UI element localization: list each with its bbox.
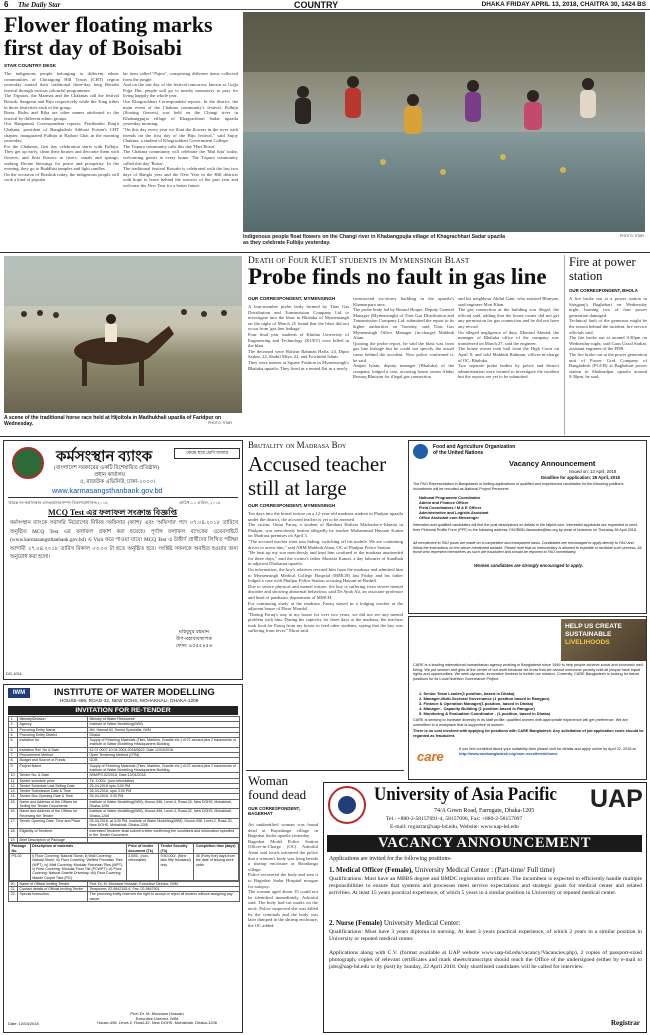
iwm-address: HOUSE-496, ROAD-32, NEW DOHS, MOHAKHALI, DHAKA-1206 bbox=[60, 698, 199, 703]
uap-position-1-qual: Qualifications: Must have an MBBS degree and BMDC registration certificate. The incumbent is expected to efficiently handle multiple responsibilities to ensure that systems and processes meet service expectations and strategic goals for medical center and related activities. At least 15 years practical experience, of which 5 years in a similar position in University or reputed medical center. bbox=[329, 876, 642, 896]
table-row bbox=[9, 799, 240, 809]
table-cell: 9. bbox=[9, 763, 18, 773]
woman-headline: Woman found dead bbox=[248, 773, 307, 802]
bank-logo bbox=[12, 447, 44, 479]
divider bbox=[246, 770, 404, 771]
page-header bbox=[0, 0, 650, 10]
care-banner-text: HELP US CREATE SUSTAINABLE LIVELIHOODS bbox=[565, 623, 622, 646]
uap-signatory: Registrar bbox=[610, 1019, 640, 1027]
uap-email: E-mail: registrar@uap-bd.edu, Website: www.uap-bd.edu bbox=[390, 824, 519, 830]
lead-photo-caption: Indigenous people float flowers on the Changi river in Khabangpujia village of Khagrachhari Sadar upazila as they celebrate Fulbiju yesterday. bbox=[243, 234, 506, 247]
package-body-cell: i) Floor Covering: Natural Stone, ii) Wall Covering: Natural Stone, iii) Floor Covering: Vitrified Porcelain Tiles (WPT), iv) Wall Covering: Modular Porcelain Tiles (WPT), v) Floor Covering: Modular Floor Tile (FCWPT), vi) Floor Covering: Natural Granite Driveway, viii) Floor Covering: Marble Carpet Tiles (PG) bbox=[30, 854, 126, 881]
package-header-cell: Description of materials bbox=[30, 844, 126, 854]
divider bbox=[8, 497, 238, 498]
package-row bbox=[9, 843, 240, 881]
iwm-name: INSTITUTE OF WATER MODELLING bbox=[54, 687, 215, 698]
table-cell: Tender schedule price bbox=[18, 778, 88, 783]
fao-org: Food and Agriculture Organization of the United Nations bbox=[433, 444, 516, 456]
care-banner bbox=[561, 619, 646, 661]
package-header-cell: Package No. bbox=[10, 844, 31, 854]
package-table bbox=[9, 843, 239, 880]
care-logo: care bbox=[417, 749, 444, 764]
horse-race-caption: A scene of the traditional horse race held at Hijoltola in Madhukhali upazila of Faridpur on Wednesday. bbox=[4, 415, 222, 428]
table-cell: Md. Hasnat Ali, Senior Specialist, IWM bbox=[88, 727, 240, 732]
package-body-row bbox=[10, 854, 239, 881]
table-cell: IWM/PS-02/2018, Date:12/04/2018 bbox=[88, 773, 240, 778]
table-cell: 15. bbox=[9, 799, 18, 809]
lead-headline: Flower floating marks first day of Boisabi bbox=[4, 12, 213, 60]
care-fee: There is no cost involved with applying for positions with CARE Bangladesh. Any solicitation of job application costs should be regarded as fraudulent. bbox=[413, 729, 644, 738]
iwm-logo: IWM bbox=[8, 688, 30, 698]
table-cell: Invitation for bbox=[18, 738, 88, 748]
care-intro: CARE is a leading international humanitarian agency working in Bangladesh since 1949 to help people achieve social and economic well-being. We put women and girls at the centre of our work because we know that we cannot overcome poverty until all people have equal rights and opportunities. We seek dynamic, innovative thinkers to further our mission. Currently, CARE Bangladesh is looking for below positions for its Local Nutrition Governance Project. bbox=[413, 663, 644, 681]
table-cell: Budget and Source of Funds bbox=[18, 758, 88, 763]
table-cell: 26-04-2018, upto 3:00 PM bbox=[88, 789, 240, 794]
uap-intro: Applications are invited for the following positions- bbox=[329, 856, 452, 862]
package-header-cell: Completion time (days) bbox=[194, 844, 239, 854]
care-link[interactable]: http://www.carebangladesh.org/care-recruitment/home bbox=[459, 751, 558, 756]
table-cell: 13. bbox=[10, 789, 16, 794]
table-cell: 22. bbox=[9, 892, 18, 902]
table-cell: 16. bbox=[9, 809, 18, 819]
uap-position-1: 1. Medical Officer (Female), University Medical Center : (Part-time/ Full time) bbox=[329, 866, 555, 874]
uap-logo-inner bbox=[338, 796, 356, 814]
table-cell: Tender No. & Date bbox=[18, 773, 88, 778]
table-cell: 18. bbox=[9, 828, 18, 838]
table-cell: Supply of Finishing Materials (Tiles, Marbles, Granite etc.) of 07-storied plus 2 basements of Institute of Water Modelling Headquarters Building bbox=[88, 763, 240, 773]
care-vacancy-ad bbox=[408, 616, 647, 780]
ad-code: DG-1011 bbox=[6, 671, 22, 676]
fire-body: A fire broke out at a power station in Sirajganj's Baghabari on Wednesday night, burning two of four power generation damaged. Technical fault of the generator might be the reason behind the incident, fire service officials said. The fire broke out at around 9:30pm on Wednesday night, said Gaus Uzzal Sarkar, assistant engineer of the PDB. The fire broke out at the power generation unit of Power Grid Company of Bangladesh (PGCB) at Baghabari power station in Shahzadpur upazila around 9:30pm, he said. bbox=[569, 296, 647, 380]
lead-column-2: lar item called "Pajon", comprising different items collected from the jungle. And on the last day of the festival tomorrow, known as Gojja Pojja Din, people will go to nearby monastery to pray for living happily the whole year. Our Khagrachhari Correspondent reports: In the district, the main event of the Chakma community's festival, Fulbiju (floating flowers) was held on the Changi river in Khabangpujia village of Khagrachhari Sadar upazila yesterday morning. "On this day every year we float the flowers in the river with friends on the first day of the Biju festival," said Sujoy Chakma, a student of Khagrachhari Government College. The Tripura community calls this day 'Hari Boisu'. The Chakma community will celebrate the 'Mul biju' today, welcoming guests to every home. The Tripura community called this day 'Boisu'. The traditional festival Boisabi is celebrated with the last two days of Bangla year and the New Year in the Hill districts with hope to leave behind the sorrows of the past year and welcome the New Year for a better future. bbox=[123, 71, 238, 188]
table-cell: Institute of Water Modelling(IWM) bbox=[88, 722, 240, 727]
table-cell: 17. bbox=[9, 818, 18, 828]
table-cell: Tk. 3,000/- (non-refundable) bbox=[88, 778, 240, 783]
table-cell: The procuring entity reserves the right to accept or reject all tenders without assigning any cause. bbox=[88, 892, 240, 902]
bank-website[interactable]: www.karmasangsthanbank.gov.bd bbox=[52, 486, 163, 495]
table-cell: 14. bbox=[10, 794, 16, 799]
fao-title: Vacancy Announcement bbox=[509, 459, 596, 468]
table-cell: Procuring Entity Name bbox=[18, 727, 88, 732]
fao-deadline: Deadline for application: 26 April, 2018 bbox=[541, 475, 620, 480]
fao-issued: Issued on: 13 April, 2018 bbox=[569, 469, 617, 474]
table-cell: Ministry/Division bbox=[18, 717, 88, 722]
iwm-signatory: Prof. Dr. M. Monowar Hossain Executive Director, IWM House-496, Level-2, Road-32, New DOHS, Mohakhali, Dhaka-1206 bbox=[97, 1011, 217, 1026]
uap-position-2: 2. Nurse (Female) University Medical Center: bbox=[329, 919, 461, 927]
page-number: 6 bbox=[4, 0, 9, 9]
iwm-table bbox=[8, 716, 240, 902]
table-cell: Name and Address of the Offices for Selling the Tender Documents bbox=[18, 799, 88, 809]
table-cell: 2. bbox=[9, 722, 18, 727]
fire-byline: OUR CORRESPONDENT, BHOLA bbox=[569, 288, 638, 293]
bank-subtitle: (বাংলাদেশ সরকারের একটি বিশেষায়িত প্রতিষ্ঠান) bbox=[54, 465, 160, 471]
uap-name: University of Asia Pacific bbox=[374, 785, 557, 805]
package-body-cell: 45 (Forty five) days from the date of issuing work order bbox=[194, 854, 239, 881]
table-cell: GOB bbox=[88, 758, 240, 763]
table-cell: 6. bbox=[9, 747, 18, 752]
table-cell: Institute of Water Modelling(IWM), House-496, Level-4, Road-32, New DOHS, Mohakhali, Dhaka-1206 bbox=[88, 799, 240, 809]
table-cell: Agency bbox=[18, 722, 88, 727]
table-cell: 11. bbox=[9, 778, 18, 783]
horse-race-credit: PHOTO: STAR bbox=[208, 421, 233, 425]
lead-photo bbox=[243, 12, 645, 232]
table-cell: 21. bbox=[10, 887, 16, 892]
table-cell: 42.07.0007.10.04.2004.2018/0622; Date 12/04/2018 bbox=[88, 747, 240, 752]
care-closing: If you feel confident about your suitability then please visit for details and apply online by April 22, 2018 at http://www.carebangladesh.org/care-recruitment/home bbox=[459, 747, 644, 756]
divider bbox=[564, 255, 565, 435]
fao-intro: The FAO Representation in Bangladesh is inviting applications of qualified and experienced candidates for the following positions. Incumbents will be recruited as National Project Personnel: bbox=[413, 482, 625, 491]
bank-reference: স্মারক নং-কর্মসংস্থান ব্যাংক/মানবসম্পদ বিভাগ/প্রশাসন/২০১৮ bbox=[8, 500, 109, 505]
table-cell: Tender Box Opening Date & Time bbox=[18, 794, 88, 799]
iwm-date: Date: 12/04/2018 bbox=[8, 1021, 39, 1026]
bank-signatory: মাহবুবুর রহমান উপ-মহাব্যবস্থাপক ফোন: ৯৫৫৫৪৫৬ bbox=[175, 629, 213, 649]
table-cell: Institute of Water Modelling(IWM), House-496, Level-4, Road-32, New DOHS, Mohakhali, Dhaka-1206 bbox=[88, 809, 240, 819]
package-body-cell: 3,000/- (non-refundable) bbox=[126, 854, 158, 881]
care-equal: CARE is seeking to increase diversity in its staff profile; qualified women with appropriate experience will get preference. We are committed to a workplace that is supportive of women. bbox=[413, 718, 628, 727]
table-cell: Prof. Dr. M. Monowar Hossain, Executive Director, IWM bbox=[88, 881, 240, 886]
table-cell: 4. bbox=[9, 732, 18, 737]
package-cell bbox=[9, 843, 240, 881]
kuet-headline: Probe finds no fault in gas line bbox=[248, 264, 547, 289]
fao-women: Women candidates are strongly encouraged to apply. bbox=[473, 563, 584, 568]
kuet-byline: OUR CORRESPONDENT, MYMENSINGH bbox=[248, 296, 336, 301]
kuet-column-3: and his neighbour Abdul Gani, who assisted Bhuiyan, said engineer Mon Khan. The gas connection at the building was illegal, the official said, adding that the house owner did not get any permission for gas connection and he did not have any record. On alleged negligence of duty, Monirul Ahmed, the manager of Bhaluka office of the company was transferred on March 27, said the engineer. The house owner took bail from the High Court on April 8, and told Mahbub Rahman, officer-in-charge of OC, Bhaluka. Two separate probe bodies by police and district administration were formed to investigate the incident but the reports are yet to be submitted. bbox=[458, 296, 559, 380]
table-row bbox=[9, 763, 240, 773]
iwm-table-wrap bbox=[8, 716, 240, 1016]
iwm-tender-ad bbox=[3, 684, 243, 1033]
table-cell: Procurement Method bbox=[18, 753, 88, 758]
package-header-cell: Price of tender document (Tk) bbox=[126, 844, 158, 854]
table-cell: 10. bbox=[10, 773, 16, 778]
table-cell: 3. bbox=[9, 727, 18, 732]
uap-vacancy-ad bbox=[323, 782, 647, 1033]
madrasa-byline: OUR CORRESPONDENT, MYMENSINGH bbox=[248, 503, 336, 508]
fire-headline: Fire at power station bbox=[569, 255, 636, 283]
horse-race-photo bbox=[4, 256, 242, 413]
package-header bbox=[10, 844, 239, 854]
uap-tel: Tel.: +880-2-58157091-4, 58157096, Fax: +880-2-58157097 bbox=[386, 816, 523, 822]
table-cell: 12. bbox=[10, 783, 16, 788]
kuet-column-1: A four-member probe body formed by Titas Gas Distribution and Transmission Company Ltd to investigate into the blast in Bhaluka of Mymensingh on the night of March 25 found that the blast did not occur from 'gas line leakage'. Four final year students of Khulna University of Engineering and Technology (KUET) were killed in the blast. The deceased were Hafizur Rahman Hafiz, 24, Dipto Sarkar, 22, Shakil Miya, 22, and Fowhidul Islam. They were interns at Square Fashion in Mymensingh's Bhaluka upazila. They lived in a rented flat in a newly bbox=[248, 304, 349, 371]
package-body-cell: PS-02 bbox=[10, 854, 31, 881]
table-cell: Invitation Ref. No & Date bbox=[18, 747, 88, 752]
fao-details: Interested and qualified candidates will find the post descriptions on details in the fafpbd.com. Interested applicants are requested to send their Personal Profile Form (PPF) to the following address: FAORBD-Vacancies@fao.org by close of business on Thursday 26 April 2018. bbox=[413, 523, 638, 532]
table-cell: 20. bbox=[10, 881, 16, 886]
table-cell: Supply of Finishing Materials (Tiles, Marbles, Granite etc.) of 07-storied plus 2 basements of Institute of Water Modelling Headquarters Building bbox=[88, 738, 240, 748]
care-positions: 1. Senior Team Leader(1 position, based in Dhaka) 2. Manager-Multi-Sectoral Governance (1 position based in Rangpur) 3. Finance & Operation Manager(1 position, based in Dhaka) 4. Manager - Capacity Building (1 position based in Rangpur) 5. Monitoring & Evaluation Coordinator - (1 position, based in Dhaka) bbox=[419, 691, 551, 717]
table-row bbox=[9, 809, 240, 819]
table-cell: Tender Schedule Last Selling Date bbox=[18, 783, 88, 788]
table-row bbox=[9, 738, 240, 748]
table-cell: 26-04-2018, at 3:30 PM, Institute of Water Modelling(IWM), House-496, Level-2, Road-32, New DOHS, Mohakhali, Dhaka-1206 bbox=[88, 818, 240, 828]
masthead: The Daily Star bbox=[18, 1, 61, 9]
package-header-cell: Tender Security (Tk) bbox=[159, 844, 194, 854]
table-cell: Project Name bbox=[18, 763, 88, 773]
karmasangsthan-ad bbox=[3, 440, 243, 680]
fao-logo bbox=[413, 444, 428, 459]
table-cell: Tender Opening Date, Time and Place bbox=[18, 818, 88, 828]
uap-logo bbox=[328, 786, 366, 824]
bank-address: ৫, রাজউক এভিনিউ, ঢাকা-১০০০। bbox=[80, 479, 156, 485]
uap-title: VACANCY ANNOUNCEMENT bbox=[327, 835, 642, 852]
fao-vacancy-ad bbox=[408, 440, 647, 614]
table-cell: Eligibility of Tenderer bbox=[18, 828, 88, 838]
dateline: DHAKA FRIDAY APRIL 13, 2018, CHAITRA 30, 1424 BS bbox=[481, 1, 646, 8]
woman-byline: OUR CORRESPONDENT, BAGERHAT bbox=[248, 806, 300, 816]
table-cell: 19. bbox=[10, 838, 16, 843]
uap-abbr: UAP bbox=[590, 785, 643, 813]
madrasa-kicker: Brutality on Madrasa Boy bbox=[248, 440, 347, 450]
table-cell: Name of Official Inviting Tender bbox=[18, 881, 88, 886]
table-cell: Telephone: 02-9842105-6, Fax: 02-9847901 bbox=[88, 887, 240, 892]
woman-body: An unidentified woman was found dead at Bayadanga village in Bagerhat Sadar upazila yesterday. Bagerhat Model Police Station Officer-in-Charge (OC) Ashraful Alam said locals informed the police that a woman's body was lying beside a shrimp enclosure at Boradanga village. Police recovered the body and sent it to Bagerhat Sadar Hospital morgue for autopsy. The woman aged about 35 could not be identified immediately, Ashraful said. The body had cut marks on the neck. Police suspected she was killed by the criminals and the body was later dumped in the shrimp enclosure, the OC added. bbox=[248, 822, 318, 928]
fao-note: All recruitment to FAO posts are made on a competitive and transparent basis. Candidates are encouraged to apply directly to FAO and follow the instructions on the above mentioned website. Please note that no intermediary is allowed to expedite or facilitate such process. All those who represent themselves as such are fraudulent and should be reported to FAO immediately. bbox=[413, 541, 642, 554]
table-cell: Contact details of Official Inviting Tender bbox=[18, 887, 88, 892]
table-row bbox=[9, 828, 240, 838]
table-cell: Special Instruction bbox=[18, 892, 88, 902]
kuet-column-2: constructed six-storey building in the upazila's Khamarpara area. The probe body led by Rezaul Hoque, Deputy General Manager (Mymensingh) of Titas Gas Distribution and Transmission Company Ltd, submitted the report to its higher authorities on Tuesday, said Titas Gas Mymensingh Office Manager (in-charge) Mahbub Alam. Quoting the probe report, he said the blast was from gas line leakage but he could not specify the actual cause behind the accident. Now police confirmed it, he said. Amjad Islam, deputy manager (Bhaluka) of the company, lodged a case, accusing house owner Abdur Rezzaq Bhuiyan for illegal gas connection bbox=[353, 296, 454, 380]
lead-column-1: The indigenous people belonging to different ethnic communities of Chittagong Hill Tracts (CHT) region yesterday started their traditional three-day long Boisabi festival through various colourful programmes. The Tripuras, the Marmas and the Chakmas call the festival Boisuk, Sangrain and Biju respectively while the Tong tribes in those festivities each of the group. Bonu, Bishu and Biha are other names attributed to the festival by different ethnic groups. Our Rangamati Correspondent reports: Pratibimbo Ranjit Chakma, president of Bangladesh Adibasi Forum's CHT chapter, inaugurated Fulbiju at Rajbari Ghat in the morning yesterday. For the Chakmas, first day celebration starts with Fulbiju. They get up early, clean their houses and decorate them with flowers, and float flowers in rivers, canals and springs, seeking Divine blessings for peace and prosperity. In the evening, they go to Buddhist temples and light candles. On the occasion of Boishuk today, the indigenous people will cook a kind of popular bbox=[4, 71, 119, 183]
bank-office: প্রধান কার্যালয় bbox=[94, 472, 125, 478]
lead-byline: STAR COUNTRY DESK bbox=[4, 64, 57, 69]
table-cell: Tender Submission Date & Time bbox=[18, 789, 88, 794]
divider bbox=[0, 252, 650, 253]
bank-tag: কেন্দ্রে ছাত্র শ্রেণি বাজার bbox=[174, 448, 240, 459]
package-body-cell: 9,50,000/- (Nine lakh fifty thousand) only bbox=[159, 854, 194, 881]
kuet-kicker: Death of Four KUET students in Mymensingh Blast bbox=[248, 256, 470, 266]
table-row bbox=[9, 818, 240, 828]
table-cell: Procuring Entity District bbox=[18, 732, 88, 737]
table-cell: Brief Description of Package bbox=[18, 838, 88, 843]
table-cell: Interested Tenderer shall submit a letter confirming the conditions and information specified in the Tender Document. bbox=[88, 828, 240, 838]
iwm-title: INVITATION FOR RE-TENDER bbox=[8, 706, 238, 715]
uap-apply: Applications along with C.V. (format available at UAP website www.uap-bd.edu/vacancy/Vacancies.php), 2 copies of passport-sized photograph, copies of relevant certificates and mark sheets/transcripts should reach the Office of the undersigned (either by e-mail to jobs@uap-bd.edu or by post) by Sunday, 22 April 2018. Only shortlisted candidates will be called for interview. bbox=[329, 950, 642, 970]
bank-name: কর্মসংস্থান ব্যাংক bbox=[56, 449, 153, 465]
uap-position-2-qual: Qualifications: Must have 3 years diploma in nursing. At least 3 years practical experience, of which 2 years in a similar position in University or reputed medical center. bbox=[329, 929, 642, 942]
bank-date: তারিখ:১১ এপ্রিল, ২০১৮ bbox=[179, 500, 221, 505]
fao-positions: National Programme Coordinator Admin and Finance Officer Field Coordinators / M & E Officer Administrative and Logistic Assistant Office Assistant cum Messenger bbox=[419, 495, 489, 520]
table-cell: Dhaka bbox=[88, 732, 240, 737]
divider bbox=[0, 436, 650, 437]
table-cell: Ministry of Water Resources bbox=[88, 717, 240, 722]
madrasa-headline: Accused teacher still at large bbox=[248, 452, 387, 500]
table-cell: 1. bbox=[9, 717, 18, 722]
table-cell: 5. bbox=[9, 738, 18, 748]
bank-notice-title: MCQ Test এর ফলাফল সংক্রান্ত বিজ্ঞপ্তি bbox=[48, 508, 178, 517]
table-cell: 25-04-2018 upto 3:00 PM bbox=[88, 783, 240, 788]
madrasa-body: Ten days into the brutal torture on a 12-year-old madrasa student in Phulpur upazila under the district, the accused teacher is yet to be arrested. The victim, Omar Faruq, a student of Barahari Hafizia Madrasha-e-Islamia in Phulpur, was mercilessly beaten allegedly by teacher Mohammad Hussain Karim on Madrasa premises on April 3. "The accused teacher went into hiding, switching off his mobile. We are continuing drives to arrest him," said ABM Mahbub Alam, OC of Phulpur Police Station. "He beat up my son mercilessly and kept him confined to the madrasa unattended for three days," said the victim's father Mustafa Kamal, a day labourer of Sundhah in adjacent Dhobaura upazila. On information, the boy's relatives rescued him from the madrasa and admitted him to Mymensingh Medical College Hospital (MMCH) last Friday and his father lodged a case with Phulpur Police Station accusing Hassan-ur-Rashid. Due to severe physical and mental torture, the boy is suffering from severe mental disorder and showing abnormal behaviour, said Dr Ayub Ali, an associate professor and head of paediatric department of MMCH. For continuing study at the madrasa, Faruq stayed in a lodging teacher at the adjacent house of Ebrar Mondol. "During Faruq's stay at my house for over two years, we did not see any mental problem with him. During his captivity for three days at the madrasa, the teachers took food for Faruq from my house to feed other students, saying that the boy was suffering from fever," Ebrar said. bbox=[248, 511, 403, 634]
table-cell: 7. bbox=[9, 753, 18, 758]
table-cell: Name and Address of the Offices for Receiving the Tender bbox=[18, 809, 88, 819]
table-cell: 8. bbox=[9, 758, 18, 763]
bank-notice-body: কর্মসংস্থান ব্যাংকে সরাসরি নিয়োগের নিমিত্ত 'অফিসার (ক্যাশ)' এবং 'অফিসার' পদে ০৭.০৪.২০১৮ তারিখে অনুষ্ঠিত MCQ Test এর ফলাফল প্রকাশ করা হয়েছে। পূর্ণাঙ্গ ফলাফল ব্যাংকের ওয়েবসাইটে (www.karmasangsthanbank.gov.bd) এ Visit করে পাওয়া যাবে। MCQ Test এ উত্তীর্ণ প্রার্থীদের লিখিত পরীক্ষা আগামী ২৭.০৪.২০১৮ তারিখ বিকাল ০৩.০০ টা হতে অনুষ্ঠিত হবে। সংশ্লিষ্ট সকলকে অবহিত হওয়ার জন্য অনুরোধ করা হলো। bbox=[10, 520, 238, 560]
lead-photo-credit: PHOTO: STAR bbox=[620, 234, 645, 238]
table-row bbox=[9, 892, 240, 902]
section-title: COUNTRY bbox=[294, 0, 339, 10]
uap-address: 74/A Green Road, Farmgate, Dhaka-1205 bbox=[434, 808, 535, 814]
table-cell: 26-04-2018, 3:30 PM bbox=[88, 794, 240, 799]
table-cell: Open Tendering Method (OTM) bbox=[88, 753, 240, 758]
